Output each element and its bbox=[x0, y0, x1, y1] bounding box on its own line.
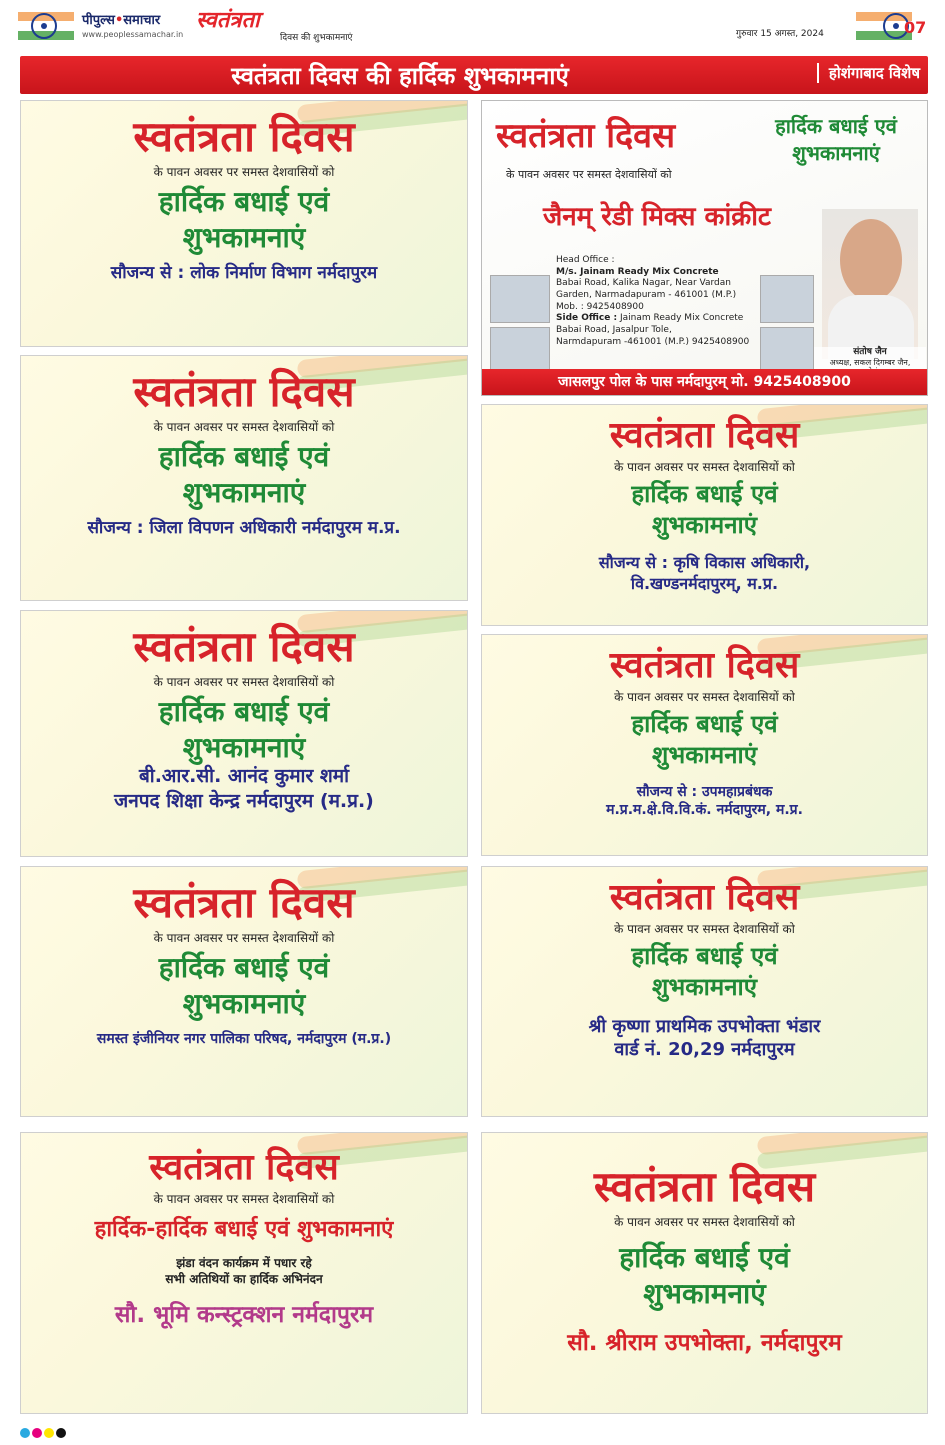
logo-tagline: दिवस की शुभकामनाएं bbox=[280, 33, 353, 43]
ad-sponsor: सौ. श्रीराम उपभोक्ता, नर्मदापुरम bbox=[567, 1329, 842, 1356]
ad-subtext: के पावन अवसर पर समस्त देशवासियों को bbox=[614, 460, 795, 475]
ad-sponsor: सौ. भूमि कन्स्ट्रक्शन नर्मदापुरम bbox=[114, 1302, 374, 1329]
ad-subtext: के पावन अवसर पर समस्त देशवासियों को bbox=[153, 1192, 335, 1207]
ad-headline: स्वतंत्रता दिवस bbox=[133, 367, 355, 416]
person-photo bbox=[822, 209, 918, 359]
ad-headline: स्वतंत्रता दिवस bbox=[609, 415, 800, 456]
ad-subtext: के पावन अवसर पर समस्त देशवासियों को bbox=[614, 1215, 795, 1230]
ad-headline: स्वतंत्रता दिवस bbox=[133, 878, 355, 927]
ad-subtext: के पावन अवसर पर समस्त देशवासियों को bbox=[614, 922, 795, 937]
ad-card-shriram bbox=[481, 1132, 928, 1414]
company-name: जैनम् रेडी मिक्स कांक्रीट bbox=[542, 202, 772, 232]
road-photo bbox=[760, 327, 814, 371]
jainam-ad bbox=[481, 100, 928, 396]
ad-greeting: हार्दिक बधाई एवं शुभकामनाएं bbox=[631, 942, 778, 1002]
paper-name: पीपुल्स•समाचार bbox=[82, 13, 161, 28]
ad-greeting: हार्दिक बधाई एवं शुभकामनाएं bbox=[158, 951, 330, 1021]
plant-photo bbox=[490, 275, 550, 323]
ad-sponsor: सौजन्य से : लोक निर्माण विभाग नर्मदापुरम bbox=[110, 262, 378, 283]
ad-card-brc bbox=[20, 610, 468, 857]
ad-greeting: हार्दिक बधाई एवं शुभकामनाएं bbox=[775, 114, 897, 165]
ad-sponsor-line-1: बी.आर.सी. आनंद कुमार शर्मा bbox=[138, 764, 350, 787]
ad-sponsor-line-1: सौजन्य से : कृषि विकास अधिकारी, bbox=[598, 552, 811, 572]
issue-date: गुरुवार 15 अगस्त, 2024 bbox=[736, 29, 824, 39]
ad-card-krishi bbox=[481, 404, 928, 626]
banner-title: स्वतंत्रता दिवस की हार्दिक शुभकामनाएं bbox=[231, 62, 569, 90]
ad-card-lok-nirman bbox=[20, 100, 468, 347]
ad-greeting: हार्दिक बधाई एवं शुभकामनाएं bbox=[619, 1241, 790, 1311]
ad-greeting: हार्दिक बधाई एवं शुभकामनाएं bbox=[158, 185, 330, 255]
ad-sponsor: समस्त इंजीनियर नगर पालिका परिषद, नर्मदापुरम (म.प्र.) bbox=[96, 1030, 392, 1047]
ad-greeting: हार्दिक-हार्दिक बधाई एवं शुभकामनाएं bbox=[94, 1217, 394, 1243]
ad-headline: स्वतंत्रता दिवस bbox=[593, 1162, 816, 1211]
ad-note-1: झंडा वंदन कार्यक्रम में पधार रहे bbox=[176, 1255, 312, 1270]
ad-note-2: सभी अतिथियों का हार्दिक अभिनंदन bbox=[165, 1272, 323, 1287]
ad-headline: स्वतंत्रता दिवस bbox=[149, 1147, 339, 1188]
ad-subtext: के पावन अवसर पर समस्त देशवासियों को bbox=[153, 931, 335, 946]
truck-photo bbox=[490, 327, 550, 371]
ad-sponsor-line-2: जनपद शिक्षा केन्द्र नर्मदापुरम (म.प्र.) bbox=[114, 789, 374, 812]
page-number: 07 bbox=[904, 18, 927, 37]
ad-headline: स्वतंत्रता दिवस bbox=[133, 112, 355, 161]
ad-card-bhumi bbox=[20, 1132, 468, 1414]
ad-subtext: के पावन अवसर पर समस्त देशवासियों को bbox=[614, 690, 795, 705]
ad-headline: स्वतंत्रता दिवस bbox=[496, 116, 676, 156]
ad-headline: स्वतंत्रता दिवस bbox=[133, 622, 355, 671]
ad-greeting: हार्दिक बधाई एवं शुभकामनाएं bbox=[631, 480, 778, 540]
section-banner bbox=[20, 56, 928, 94]
ad-subtext: के पावन अवसर पर समस्त देशवासियों को bbox=[153, 675, 335, 690]
ad-card-nagar-palika bbox=[20, 866, 468, 1117]
contact-bar: जासलपुर पोल के पास नर्मदापुरम् मो. 9425408900 bbox=[482, 369, 927, 395]
ad-headline: स्वतंत्रता दिवस bbox=[609, 877, 800, 918]
ad-sponsor-line-1: श्री कृष्णा प्राथमिक उपभोक्ता भंडार bbox=[588, 1015, 821, 1037]
office-address: Head Office : M/s. Jainam Ready Mix Concrete Babai Road, Kalika Nagar, Near Vardan Garden, Narmadapuram - 461001 (M.P.) Mob. : 9425408900 Side Office : Jainam Ready Mix Concrete Babai Road, Jasalpur Tole, Narmdapuram -461001 (M.P.) 9425408900 bbox=[556, 255, 750, 347]
ad-subtext: के पावन अवसर पर समस्त देशवासियों को bbox=[506, 168, 672, 181]
ad-subtext: के पावन अवसर पर समस्त देशवासियों को bbox=[153, 420, 335, 435]
ad-card-vipnan bbox=[20, 355, 468, 601]
ad-sponsor-line-2: वि.खण्डनर्मदापुरम्, म.प्र. bbox=[630, 573, 779, 593]
color-registration-marks bbox=[20, 1423, 928, 1437]
ad-greeting: हार्दिक बधाई एवं शुभकामनाएं bbox=[158, 695, 330, 765]
ad-headline: स्वतंत्रता दिवस bbox=[609, 645, 800, 686]
ad-greeting: हार्दिक बधाई एवं शुभकामनाएं bbox=[158, 440, 330, 510]
ad-greeting: हार्दिक बधाई एवं शुभकामनाएं bbox=[631, 710, 778, 770]
ad-subtext: के पावन अवसर पर समस्त देशवासियों को bbox=[153, 165, 335, 180]
ad-card-vidyut bbox=[481, 634, 928, 856]
ad-sponsor-line-1: सौजन्य से : उपमहाप्रबंधक bbox=[636, 783, 773, 800]
ad-sponsor: सौजन्य : जिला विपणन अधिकारी नर्मदापुरम म.प्र. bbox=[87, 517, 401, 538]
road-photo bbox=[760, 275, 814, 323]
paper-url: www.peoplessamachar.in bbox=[82, 30, 184, 39]
person-name: संतोष जैन अध्यक्ष, सकल दिगम्बर जैन, bbox=[814, 347, 926, 377]
masthead bbox=[18, 6, 928, 46]
ad-sponsor-line-2: वार्ड नं. 20,29 नर्मदापुरम bbox=[614, 1039, 795, 1061]
swatantrata-logo: स्वतंत्रता bbox=[196, 7, 260, 33]
ad-card-krishna bbox=[481, 866, 928, 1117]
chakra-flag-icon bbox=[18, 8, 74, 44]
banner-special: होशंगाबाद विशेष bbox=[817, 63, 920, 83]
ad-sponsor-line-2: म.प्र.म.क्षे.वि.वि.कं. नर्मदापुरम, म.प्र. bbox=[606, 802, 803, 819]
